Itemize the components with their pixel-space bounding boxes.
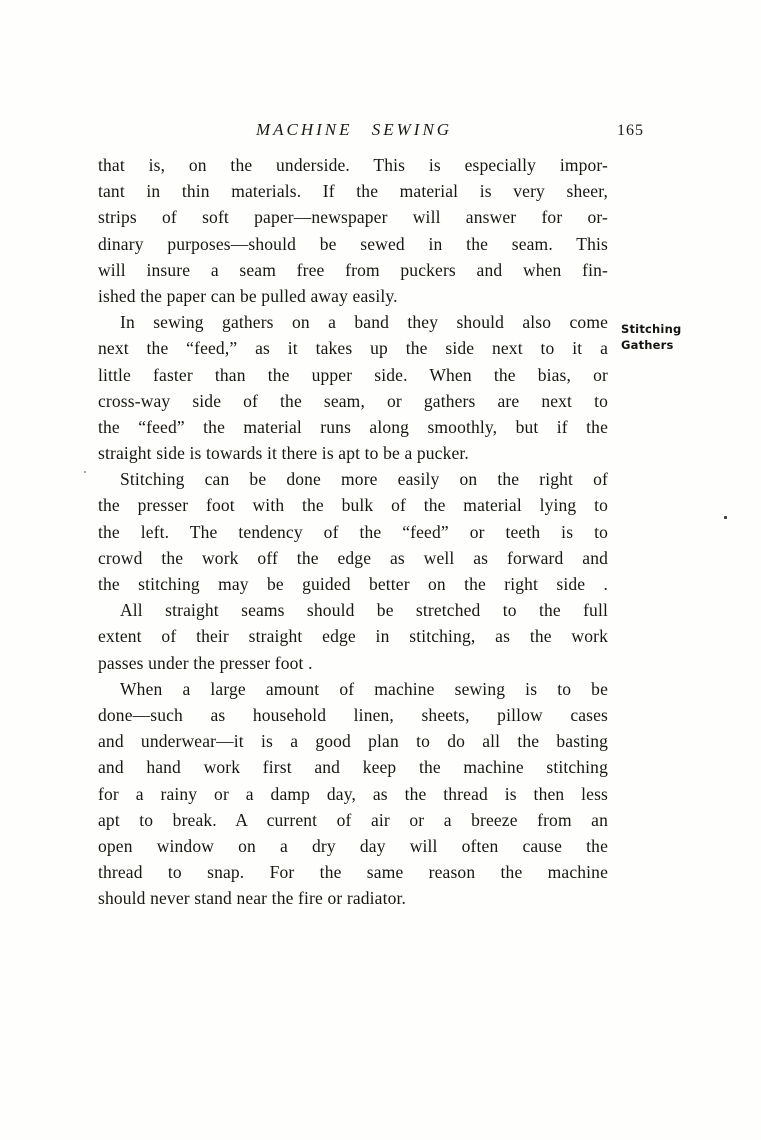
- running-title: MACHINE SEWING: [255, 120, 453, 139]
- text-line: and underwear—it is a good plan to do all the basting: [98, 731, 608, 752]
- text-line: should never stand near the fire or radiator.: [98, 888, 407, 909]
- text-line: that is, on the underside. This is especially impor-: [98, 155, 608, 175]
- text-line: Stitching can be done more easily on the right of: [120, 469, 608, 490]
- body-text: [98, 152, 608, 911]
- text-line: thread to snap. For the same reason the machine: [98, 862, 608, 883]
- text-line: the presser foot with the bulk of the material lying to: [98, 495, 608, 516]
- margin-note-line: Stitching: [621, 322, 682, 336]
- text-line: done—such as household linen, sheets, pillow cases: [98, 704, 608, 725]
- text-line: next the “feed,” as it takes up the side next to it a: [98, 338, 608, 359]
- margin-note: [621, 322, 681, 353]
- text-line: ished the paper can be pulled away easily.: [98, 285, 398, 306]
- text-line: the left. The tendency of the “feed” or teeth is to: [98, 521, 608, 542]
- text-line: In sewing gathers on a band they should also come: [120, 312, 608, 333]
- scan-artifact-dot: [724, 516, 727, 519]
- text-line: the “feed” the material runs along smoothly, but if the: [98, 416, 608, 437]
- margin-note-line: Gathers: [621, 337, 674, 352]
- page-number: 165: [617, 122, 644, 139]
- text-line: for a rainy or a damp day, as the thread is then less: [98, 783, 608, 804]
- text-line: will insure a seam free from puckers and when fin-: [98, 259, 608, 280]
- text-line: cross-way side of the seam, or gathers are next to: [98, 390, 608, 411]
- scan-artifact-dot: [84, 471, 86, 473]
- text-line: strips of soft paper—newspaper will answer for or-: [98, 207, 608, 228]
- text-line: tant in thin materials. If the material is very sheer,: [98, 181, 608, 202]
- text-line: straight side is towards it there is apt to be a pucker.: [98, 443, 469, 464]
- page-header: [98, 120, 644, 142]
- text-line: the stitching may be guided better on the right side .: [98, 574, 608, 594]
- text-line: dinary purposes—should be sewed in the seam. This: [98, 233, 608, 254]
- text-line: crowd the work off the edge as well as forward and: [98, 547, 608, 568]
- text-line: When a large amount of machine sewing is to be: [120, 678, 608, 699]
- text-line: extent of their straight edge in stitching, as the work: [98, 626, 608, 647]
- text-line: All straight seams should be stretched to the full: [120, 600, 608, 621]
- text-line: little faster than the upper side. When the bias, or: [98, 364, 608, 385]
- text-line: and hand work first and keep the machine stitching: [98, 757, 608, 778]
- text-line: apt to break. A current of air or a breeze from an: [98, 809, 608, 830]
- text-line: passes under the presser foot .: [98, 652, 313, 673]
- text-line: open window on a dry day will often cause the: [98, 835, 608, 856]
